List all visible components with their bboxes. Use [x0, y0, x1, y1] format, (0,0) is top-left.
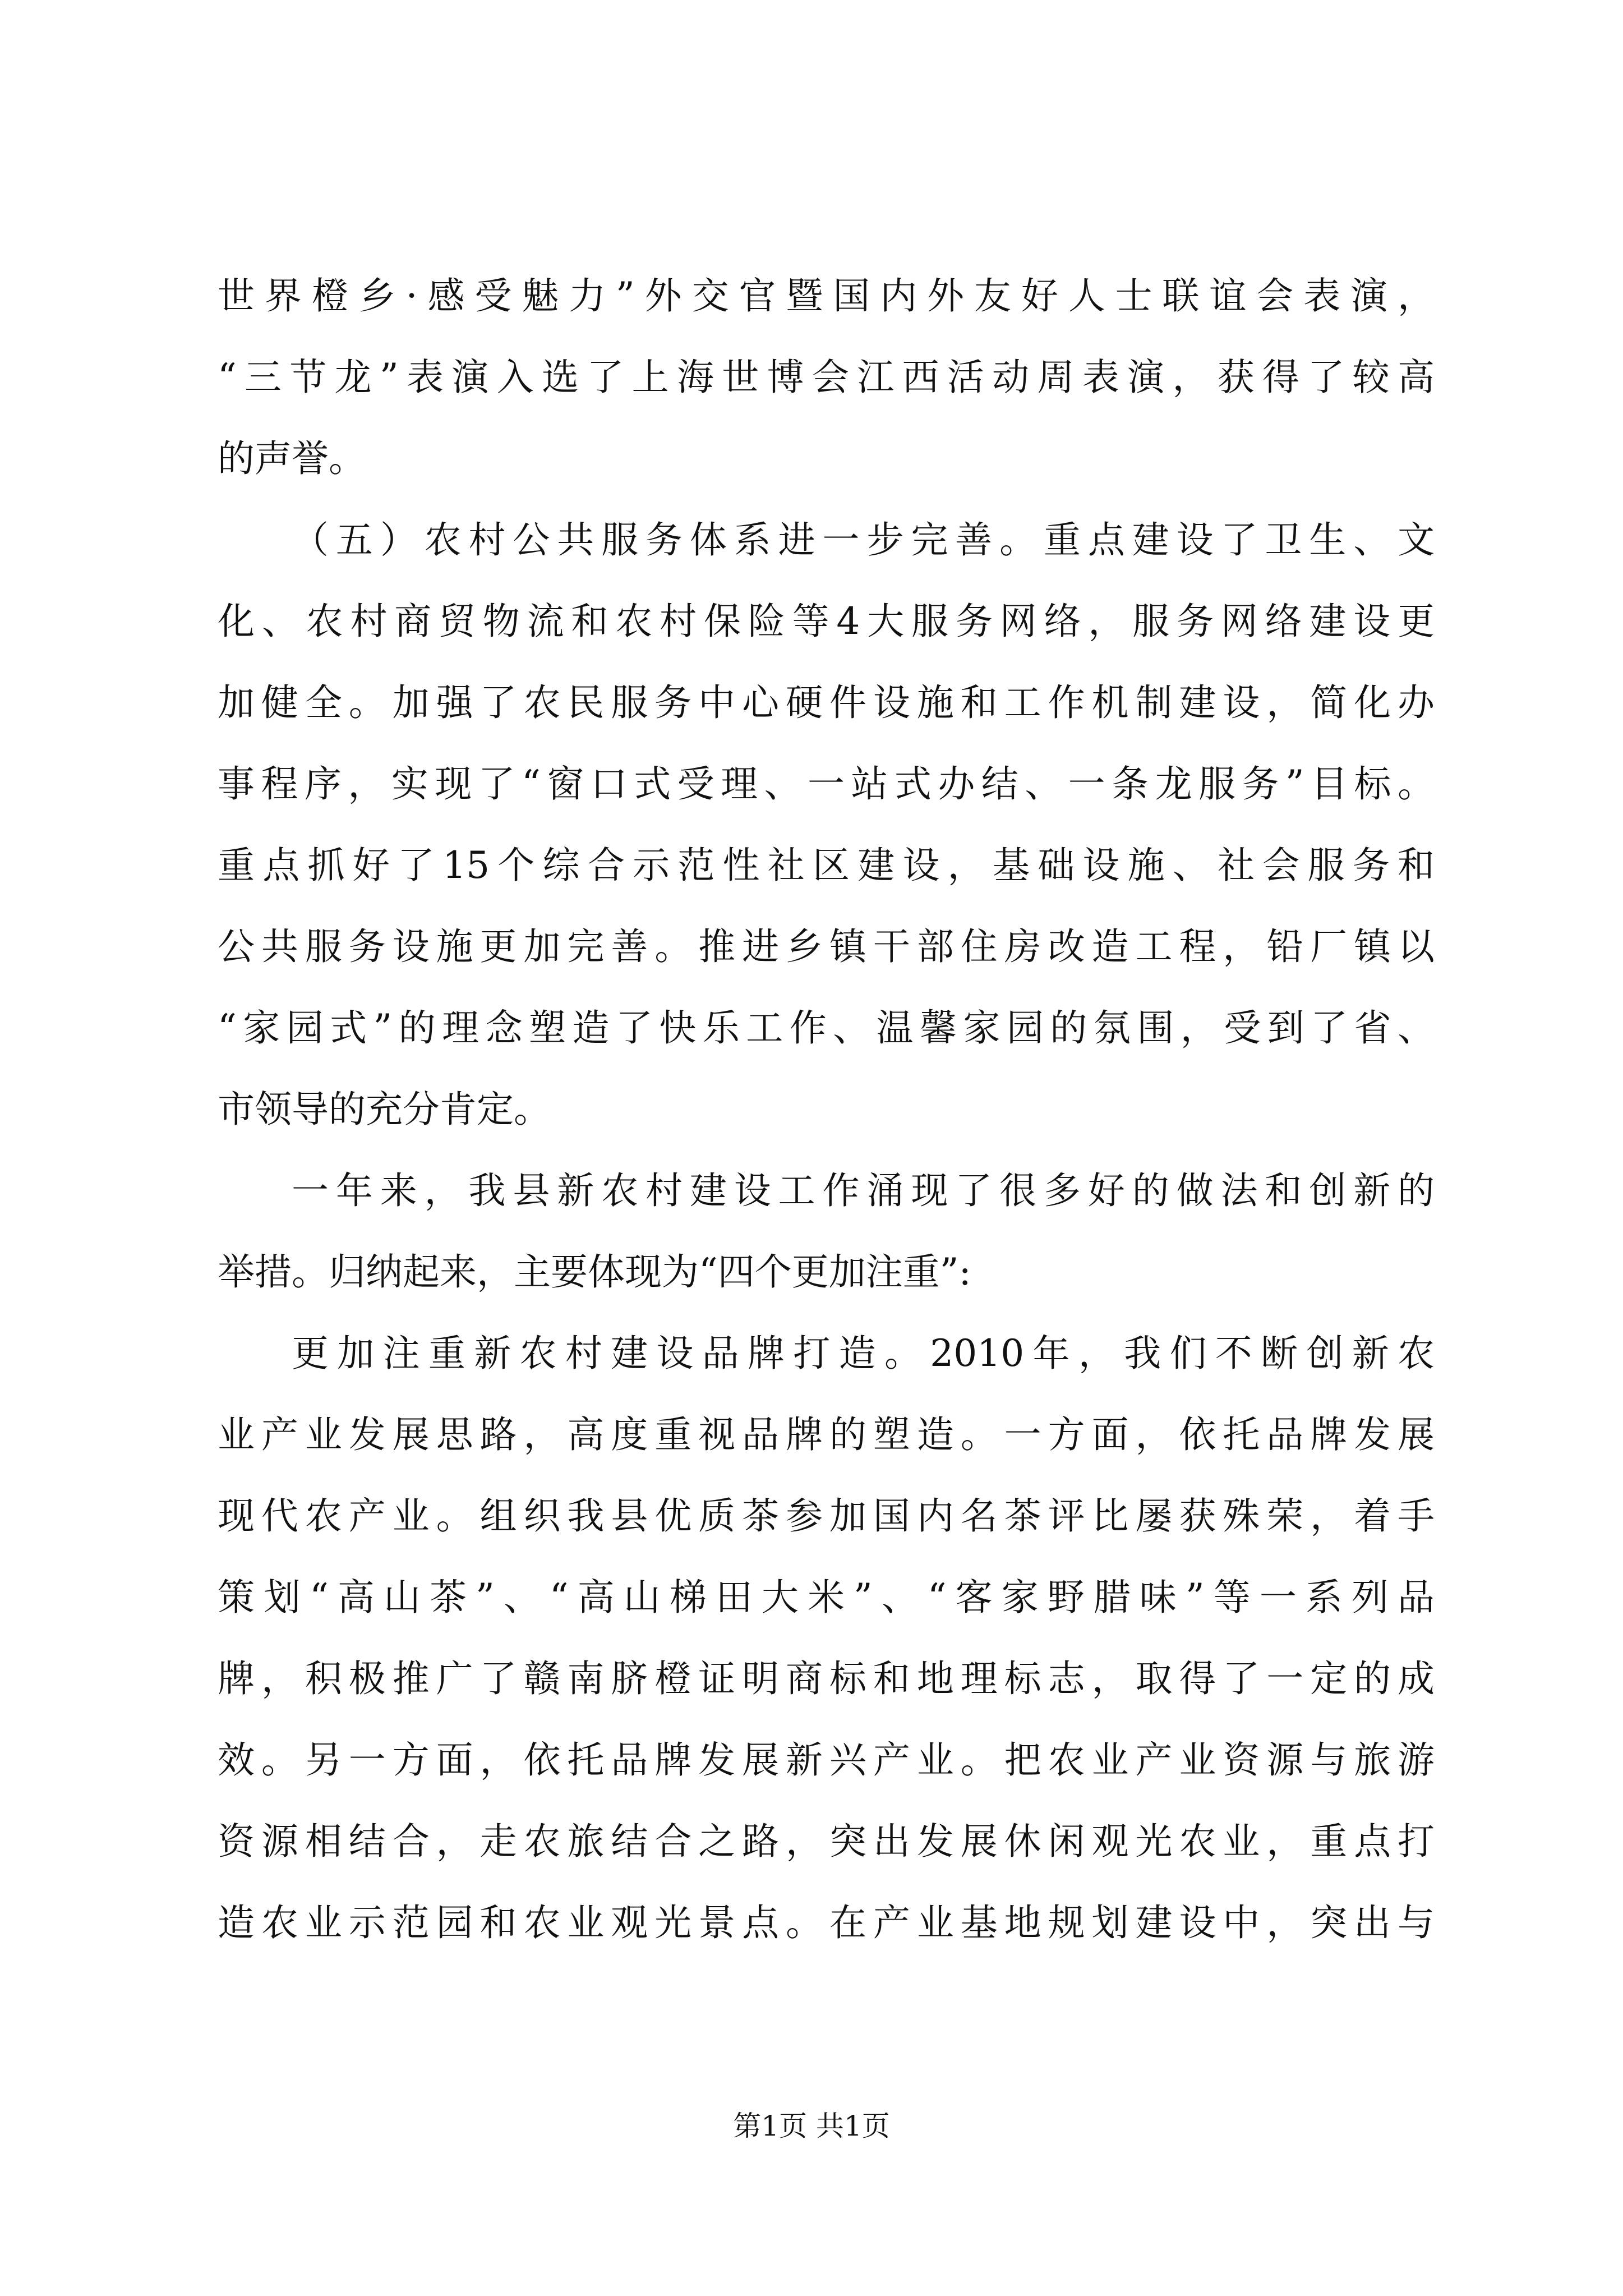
text-line: 牌，积极推广了赣南脐橙证明商标和地理标志，取得了一定的成 — [218, 1657, 1435, 1700]
text-line: 更加注重新农村建设品牌打造。2010年，我们不断创新农 — [292, 1332, 1435, 1375]
text-line: 造农业示范园和农业观光景点。在产业基地规划建设中，突出与 — [218, 1901, 1435, 1944]
text-line: 世界橙乡·感受魅力”外交官暨国内外友好人士联谊会表演， — [218, 274, 1435, 318]
text-line: 市领导的充分肯定。 — [218, 1088, 551, 1131]
text-line: 策划“高山茶”、“高山梯田大米”、“客家野腊味”等一系列品 — [218, 1576, 1435, 1619]
text-line: 公共服务设施更加完善。推进乡镇干部住房改造工程，铅厂镇以 — [218, 925, 1435, 968]
text-line: 事程序，实现了“窗口式受理、一站式办结、一条龙服务”目标。 — [218, 762, 1435, 806]
text-line: “家园式”的理念塑造了快乐工作、温馨家园的氛围，受到了省、 — [218, 1006, 1435, 1050]
text-line: 的声誉。 — [218, 437, 366, 480]
text-line: 加健全。加强了农民服务中心硬件设施和工作机制建设，简化办 — [218, 681, 1435, 724]
text-line: 化、农村商贸物流和农村保险等4大服务网络，服务网络建设更 — [218, 600, 1435, 643]
text-line: 效。另一方面，依托品牌发展新兴产业。把农业产业资源与旅游 — [218, 1738, 1435, 1782]
body-text — [218, 255, 1435, 1963]
text-line: 一年来，我县新农村建设工作涌现了很多好的做法和创新的 — [292, 1169, 1435, 1212]
text-line: 业产业发展思路，高度重视品牌的塑造。一方面，依托品牌发展 — [218, 1413, 1435, 1456]
text-line: 资源相结合，走农旅结合之路，突出发展休闲观光农业，重点打 — [218, 1820, 1435, 1863]
page-footer: 第1页 共1页 — [733, 2110, 890, 2142]
text-line: “三节龙”表演入选了上海世博会江西活动周表演，获得了较高 — [218, 356, 1435, 399]
text-line: 重点抓好了15个综合示范性社区建设，基础设施、社会服务和 — [218, 844, 1435, 887]
text-line: （五）农村公共服务体系进一步完善。重点建设了卫生、文 — [292, 518, 1435, 562]
text-line: 现代农产业。组织我县优质茶参加国内名茶评比屡获殊荣，着手 — [218, 1494, 1435, 1538]
text-line: 举措。归纳起来，主要体现为“四个更加注重”: — [218, 1250, 971, 1294]
